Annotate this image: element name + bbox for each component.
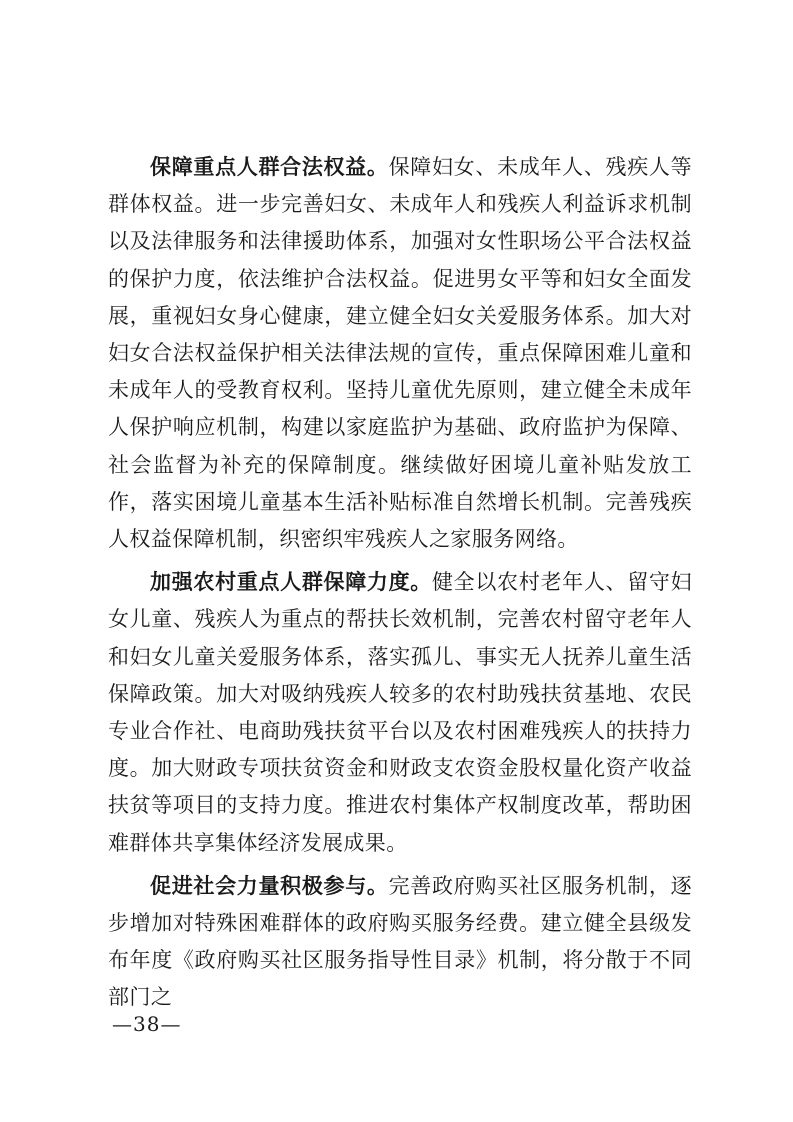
paragraph-heading: 保障重点人群合法权益。 <box>150 155 389 179</box>
paragraph-heading: 促进社会力量积极参与。 <box>150 873 389 898</box>
paragraph-key-groups-rights <box>108 149 692 558</box>
document-page <box>108 149 692 1023</box>
paragraph-rural-groups-support <box>108 564 692 862</box>
paragraph-body: 健全以农村老年人、留守妇女儿童、残疾人为重点的帮扶长效机制，完善农村留守老年人和妇女儿童关爱服务体系，落实孤儿、事实无人抚养儿童生活保障政策。加大对吸纳残疾人较多的农村助残扶贫基地、农民专业合作社、电商助残扶贫平台以及农村困难残疾人的扶持力度。加大财政专项扶贫资金和财政支农资金股权量化资产收益扶贫等项目的支持力度。推进农村集体产权制度改革，帮助困难群体共享集体经济发展成果。 <box>108 570 692 855</box>
paragraph-body: 保障妇女、未成年人、残疾人等群体权益。进一步完善妇女、未成年人和残疾人利益诉求机制以及法律服务和法律援助体系，加强对女性职场公平合法权益的保护力度，依法维护合法权益。促进男女平等和妇女全面发展，重视妇女身心健康，建立健全妇女关爱服务体系。加大对妇女合法权益保护相关法律法规的宣传，重点保障困难儿童和未成年人的受教育权利。坚持儿童优先原则，建立健全未成年人保护响应机制，构建以家庭监护为基础、政府监护为保障、社会监督为补充的保障制度。继续做好困境儿童补贴发放工作，落实困境儿童基本生活补贴标准自然增长机制。完善残疾人权益保障机制，织密织牢残疾人之家服务网络。 <box>108 155 692 552</box>
paragraph-heading: 加强农村重点人群保障力度。 <box>150 570 432 595</box>
paragraph-social-participation <box>108 868 692 1017</box>
paragraph-body: 完善政府购买社区服务机制，逐步增加对特殊困难群体的政府购买服务经费。建立健全县级发布年度《政府购买社区服务指导性目录》机制，将分散于不同部门之 <box>108 873 692 1010</box>
page-number: —38— <box>112 1012 182 1036</box>
